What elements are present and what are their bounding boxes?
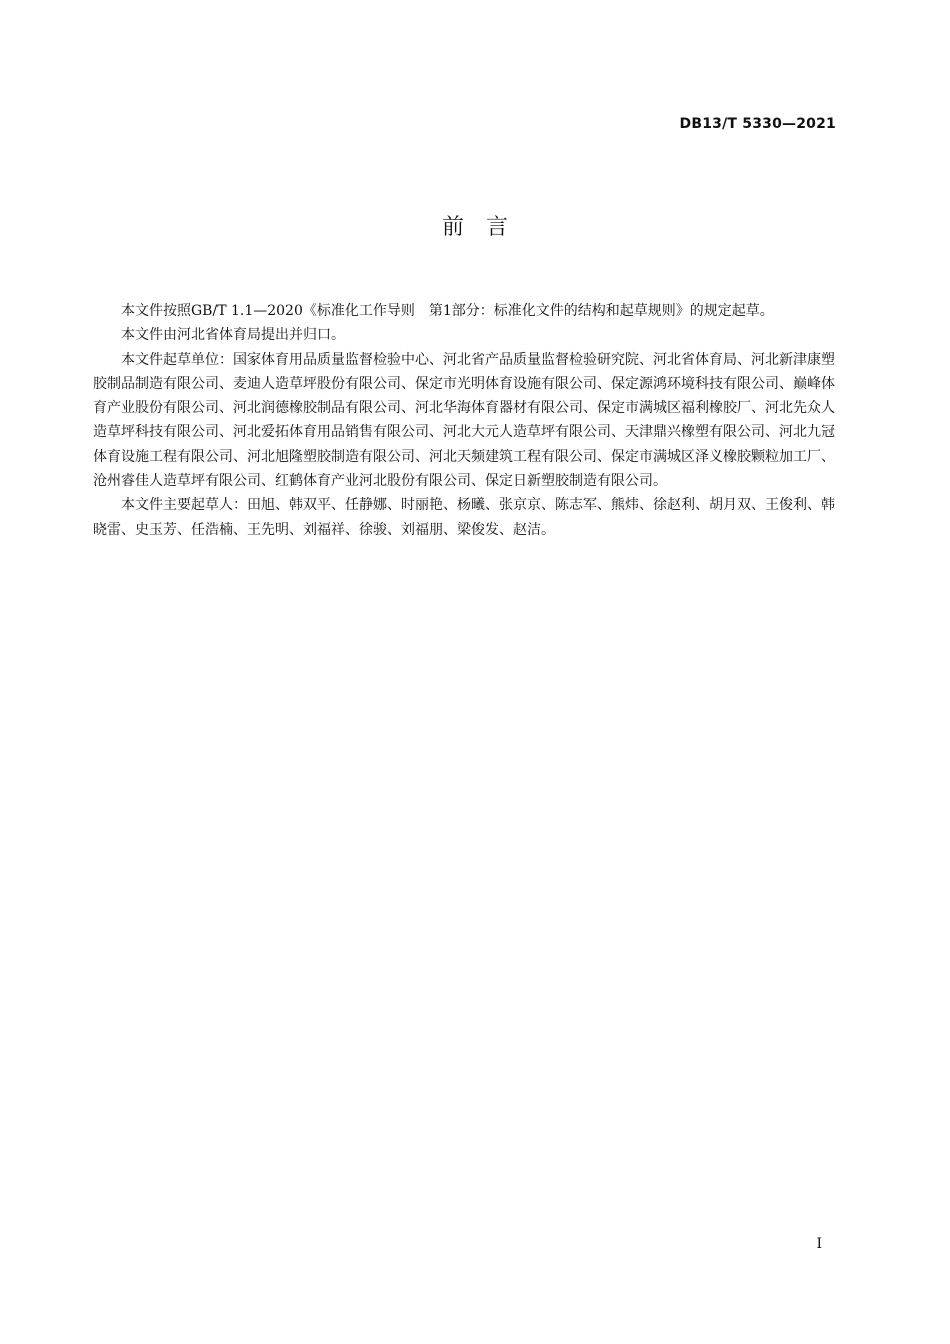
paragraph-drafting-rules: 本文件按照GB/T 1.1—2020《标准化工作导则 第1部分：标准化文件的结构和起草规则》的规定起草。: [121, 303, 774, 319]
page-number: I: [816, 1236, 822, 1252]
paragraph-drafting-units: 本文件起草单位：国家体育用品质量监督检验中心、河北省产品质量监督检验研究院、河北省体育局、河北新津康塑胶制品制造有限公司、麦迪人造草坪股份有限公司、保定市光明体育设施有限公司、保定源鸿环境科技有限公司、巅峰体育产业股份有限公司、河北润德橡胶制品有限公司、河北华海体育器材有限公司、保定市满城区福利橡胶厂、河北先众人造草坪科技有限公司、河北爱拓体育用品销售有限公司、河北大元人造草坪有限公司、天津鼎兴橡塑有限公司、河北九冠体育设施工程有限公司、河北旭隆塑胶制造有限公司、河北天频建筑工程有限公司、保定市满城区泽义橡胶颗粒加工厂、沧州睿佳人造草坪有限公司、红鹤体育产业河北股份有限公司、保定日新塑胶制造有限公司。: [93, 351, 835, 490]
foreword-body: [93, 299, 835, 542]
paragraph-proposer: 本文件由河北省体育局提出并归口。: [121, 327, 345, 344]
paragraph-drafters: 本文件主要起草人：田旭、韩双平、任静娜、时丽艳、杨曦、张京京、陈志军、熊炜、徐赵利、胡月双、王俊利、韩晓雷、史玉芳、任浩楠、王先明、刘福祥、徐骏、刘福朋、梁俊发、赵洁。: [93, 497, 835, 538]
page-title: 前言: [441, 215, 530, 240]
standard-code: DB13/T 5330—2021: [679, 116, 836, 132]
